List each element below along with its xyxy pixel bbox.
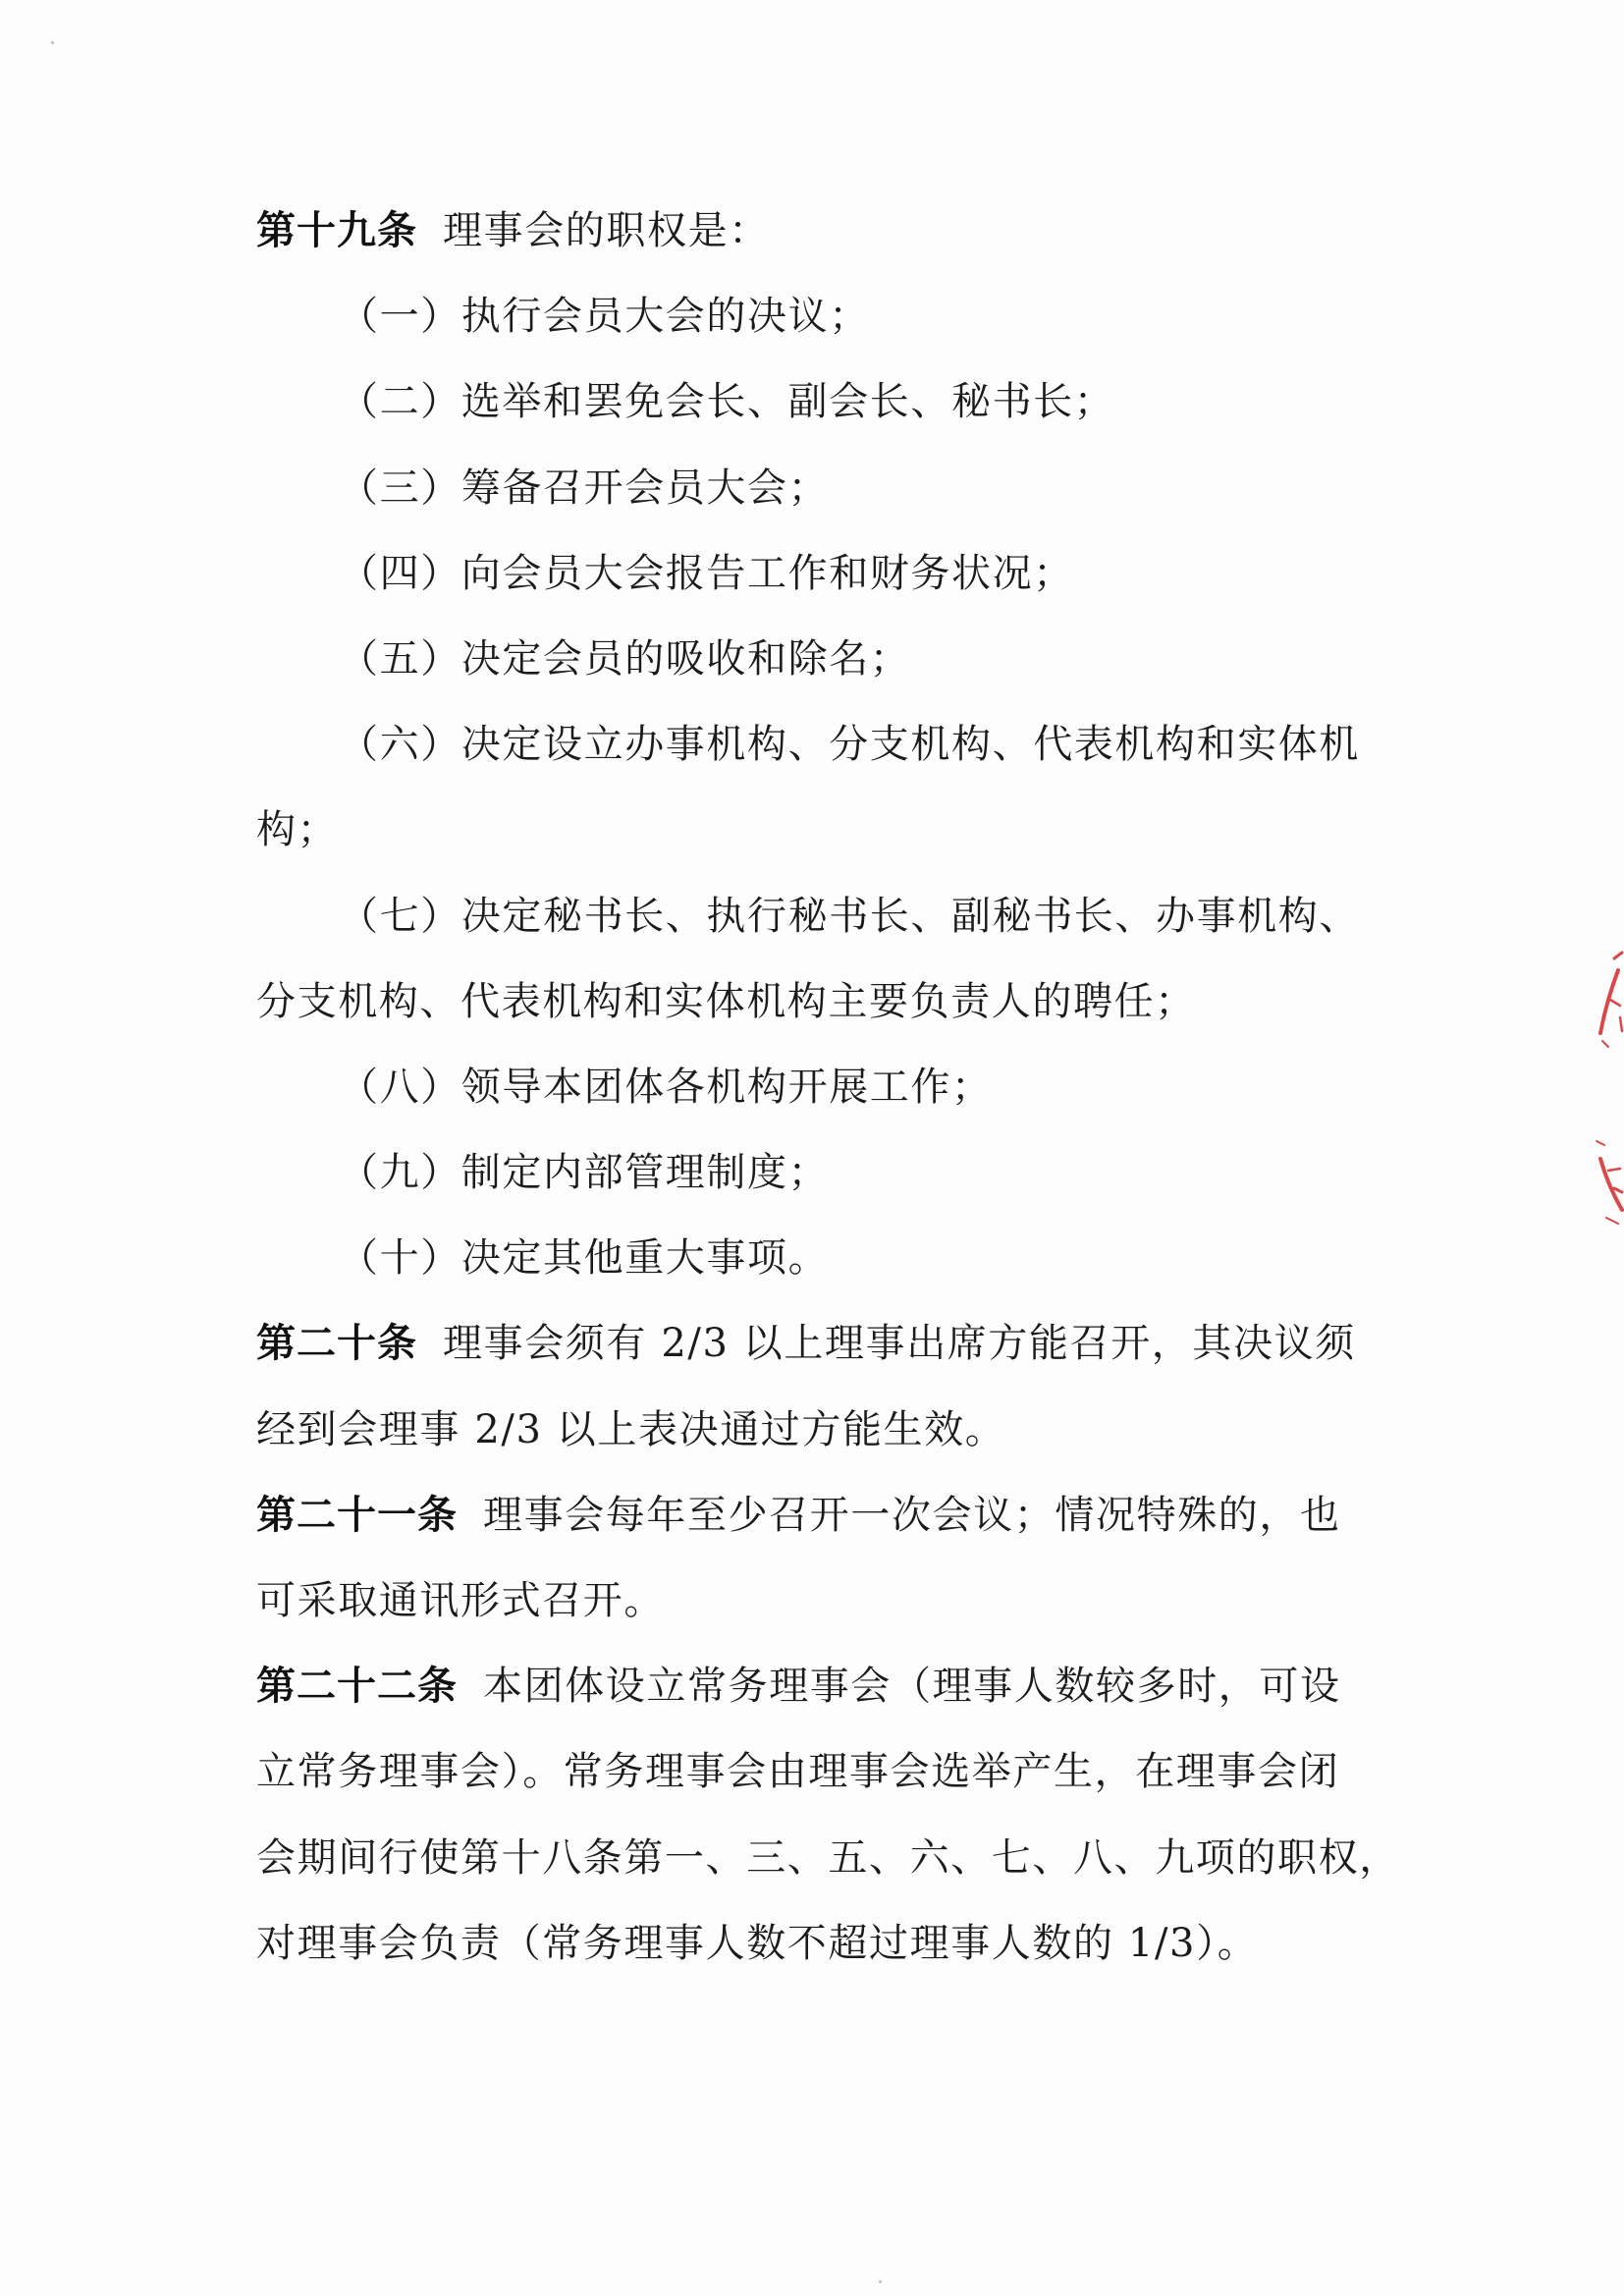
text-line — [256, 1729, 1435, 1815]
text-line — [256, 274, 1435, 359]
article-heading: 第二十条 — [256, 1321, 417, 1367]
seal-fragment — [1571, 923, 1624, 1277]
line-text: 理事会须有 2/3 以上理事出席方能召开，其决议须 — [443, 1321, 1356, 1367]
list-item-text: （四）向会员大会报告工作和财务状况； — [339, 550, 1074, 596]
list-item-text: （五）决定会员的吸收和除名； — [339, 635, 911, 682]
text-line — [256, 1045, 1435, 1130]
text-line — [256, 1558, 1435, 1644]
text-line — [256, 1388, 1435, 1473]
text-line — [256, 788, 1435, 873]
list-item-text: （一）执行会员大会的决议； — [339, 294, 870, 340]
text-line — [256, 1301, 1435, 1387]
line-text: 可采取通讯形式召开。 — [256, 1578, 665, 1623]
text-line — [256, 1901, 1435, 1987]
text-line — [256, 702, 1435, 788]
line-text: 经到会理事 2/3 以上表决通过方能生效。 — [256, 1406, 1006, 1452]
text-line — [256, 1644, 1435, 1729]
text-line — [256, 446, 1435, 531]
line-text: 对理事会负责（常务理事人数不超过理事人数的 1/3）。 — [256, 1920, 1259, 1966]
line-text: 理事会每年至少召开一次会议；情况特殊的，也 — [483, 1492, 1341, 1538]
text-line — [256, 189, 1435, 274]
text-line — [256, 1473, 1435, 1558]
article-heading: 第二十一条 — [256, 1492, 458, 1538]
article-heading: 第二十二条 — [256, 1664, 458, 1710]
line-text: 本团体设立常务理事会（理事人数较多时，可设 — [483, 1664, 1341, 1710]
line-text: 理事会的职权是： — [443, 208, 770, 253]
line-text: 会期间行使第十八条第一、三、五、六、七、八、九项的职权， — [256, 1834, 1400, 1881]
text-line — [256, 359, 1435, 445]
line-text: 构； — [256, 807, 339, 853]
text-line — [256, 531, 1435, 617]
line-text: 分支机构、代表机构和实体机构主要负责人的聘任； — [256, 978, 1196, 1024]
text-line — [256, 1216, 1435, 1301]
document-body — [256, 189, 1435, 1987]
text-line — [256, 874, 1435, 959]
article-heading: 第十九条 — [256, 208, 417, 253]
scan-speck — [51, 41, 54, 44]
line-text: 立常务理事会）。常务理事会由理事会选举产生，在理事会闭 — [256, 1749, 1340, 1795]
list-item-text: （八）领导本团体各机构开展工作； — [339, 1064, 993, 1110]
text-line — [256, 959, 1435, 1045]
list-item-text: （三）筹备召开会员大会； — [339, 465, 830, 511]
scan-speck — [879, 2280, 882, 2283]
list-item-text: （二）选举和罢免会长、副会长、秘书长； — [339, 379, 1115, 425]
list-item-text: （七）决定秘书长、执行秘书长、副秘书长、办事机构、 — [339, 893, 1360, 939]
list-item-text: （六）决定设立办事机构、分支机构、代表机构和实体机 — [339, 722, 1360, 768]
list-item-text: （十）决定其他重大事项。 — [339, 1235, 830, 1282]
list-item-text: （九）制定内部管理制度； — [339, 1150, 830, 1196]
text-line — [256, 617, 1435, 702]
text-line — [256, 1130, 1435, 1216]
text-line — [256, 1816, 1435, 1901]
